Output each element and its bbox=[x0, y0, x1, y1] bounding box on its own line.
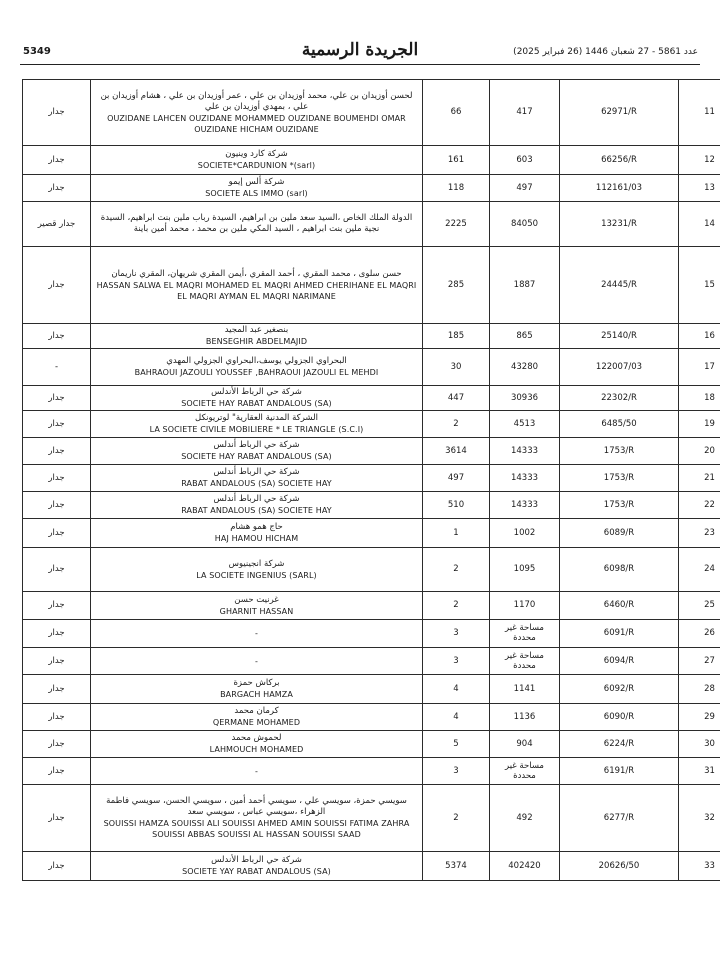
owner-name-latin: SOCIETE ALS IMMO (sarl) bbox=[205, 189, 308, 198]
title-reference-cell: 62971/R bbox=[560, 80, 679, 146]
table-row bbox=[23, 349, 720, 386]
owner-name-arabic: شركة حي الرباط الأندلس bbox=[211, 387, 302, 397]
owner-name-latin: GHARNIT HASSAN bbox=[219, 606, 294, 616]
row-number-cell: 30 bbox=[679, 731, 720, 758]
observation-cell: جدار bbox=[23, 465, 91, 492]
table-row bbox=[23, 247, 720, 324]
parcel-value: 865 bbox=[516, 330, 533, 341]
issue-info: عدد 5861 - 27 شعبان 1446 (26 فبراير 2025) bbox=[513, 47, 698, 57]
parcel-cell bbox=[490, 465, 560, 492]
owner-name-arabic: سويسي حمزة، سويسي علي ، سويسي أحمد أمين ، سويسي الحسن، سويسي فاطمة الزهراء ،سويسي عباس ، سويسي سعد bbox=[106, 796, 407, 817]
parcel-cell bbox=[490, 324, 560, 349]
title-reference-cell: 1753/R bbox=[560, 465, 679, 492]
row-number-cell: 19 bbox=[679, 411, 720, 438]
owner-name-latin: BAHRAOUI JAZOULI YOUSSEF ,BAHRAOUI JAZOULI EL MEHDI bbox=[134, 368, 379, 377]
parcel-value: 1136 bbox=[513, 711, 536, 722]
area-cell: 5374 bbox=[423, 852, 490, 881]
row-number-cell: 12 bbox=[679, 146, 720, 175]
parcel-cell bbox=[490, 438, 560, 465]
row-number-cell: 26 bbox=[679, 620, 720, 648]
table-row bbox=[23, 731, 720, 758]
row-number-cell: 32 bbox=[679, 785, 720, 852]
row-number-cell: 29 bbox=[679, 704, 720, 731]
owner-cell bbox=[91, 758, 423, 785]
row-number-cell: 16 bbox=[679, 324, 720, 349]
parcel-cell bbox=[490, 386, 560, 411]
header-divider bbox=[20, 64, 700, 65]
owner-name-arabic: حسن سلوى ، محمد المقري ، أحمد المقري ،أيمن المقري شريهان، المقري ناريمان bbox=[111, 268, 402, 279]
owner-name-arabic: الشركة المدنية العقارية" لوتريونكل bbox=[195, 413, 318, 423]
owner-name-arabic: شركة حي الرباط أندلس bbox=[213, 467, 300, 477]
title-reference-cell: 6089/R bbox=[560, 519, 679, 548]
observation-cell: جدار bbox=[23, 411, 91, 438]
observation-cell: - bbox=[23, 349, 91, 386]
observation-cell: جدار bbox=[23, 492, 91, 519]
parcel-cell bbox=[490, 592, 560, 620]
owner-name-arabic: شركة حي الرباط أندلس bbox=[213, 494, 300, 504]
observation-cell: جدار bbox=[23, 785, 91, 852]
row-number-cell: 31 bbox=[679, 758, 720, 785]
parcel-value: 1002 bbox=[513, 527, 536, 538]
area-cell: 3 bbox=[423, 758, 490, 785]
area-cell: 185 bbox=[423, 324, 490, 349]
parcel-value: مساحة غير محددة bbox=[505, 760, 544, 781]
area-cell: 2 bbox=[423, 785, 490, 852]
owner-name-arabic: شركة كارد وينيون bbox=[225, 149, 288, 159]
owner-name-arabic: الدولة الملك الخاص ،السيد سعد ملين بن ابراهيم، السيدة رباب ملين بنت ابراهيم، السيدة نجية ملين بنت ابراهيم ، السيد المكي ملين بن محمد ، محمد أمين باينة bbox=[100, 213, 413, 234]
page-header bbox=[0, 40, 720, 70]
owner-name-arabic: بركاش حمزة bbox=[233, 678, 280, 688]
owner-cell bbox=[91, 247, 423, 324]
owner-name-latin: QERMANE MOHAMED bbox=[212, 718, 301, 727]
title-reference-cell: 20626/50 bbox=[560, 852, 679, 881]
owner-cell bbox=[91, 411, 423, 438]
owner-cell bbox=[91, 324, 423, 349]
owner-name-arabic: شركة ألس إيمو bbox=[228, 177, 285, 187]
area-cell: 2 bbox=[423, 548, 490, 592]
owner-name-latin: RABAT ANDALOUS (SA) SOCIETE HAY bbox=[181, 506, 332, 515]
row-number-cell: 23 bbox=[679, 519, 720, 548]
parcel-cell bbox=[490, 758, 560, 785]
table-row bbox=[23, 519, 720, 548]
row-number-cell: 25 bbox=[679, 592, 720, 620]
area-cell: 4 bbox=[423, 675, 490, 704]
area-cell: 1 bbox=[423, 519, 490, 548]
parcel-value: مساحة غير محددة bbox=[505, 623, 544, 643]
parcel-value: 1170 bbox=[513, 600, 536, 610]
owner-name-arabic: البحراوي الجزولي يوسف،البحراوي الجزولي المهدي bbox=[166, 356, 347, 366]
parcel-value: 84050 bbox=[510, 218, 539, 229]
parcel-value: 30936 bbox=[510, 392, 539, 403]
row-number-cell: 24 bbox=[679, 548, 720, 592]
parcel-value: 1095 bbox=[513, 564, 536, 574]
title-reference-cell: 112161/03 bbox=[560, 175, 679, 202]
parcel-value: 417 bbox=[516, 107, 533, 117]
title-reference-cell: 6485/50 bbox=[560, 411, 679, 438]
owner-name-arabic: شركة حي الرباط الأندلس bbox=[211, 855, 302, 865]
area-cell: 66 bbox=[423, 80, 490, 146]
owner-name-latin: HAJ HAMOU HICHAM bbox=[214, 534, 299, 543]
area-cell: 2 bbox=[423, 592, 490, 620]
observation-cell: جدار bbox=[23, 247, 91, 324]
owner-cell bbox=[91, 548, 423, 592]
row-number-cell: 11 bbox=[679, 80, 720, 146]
table-row bbox=[23, 324, 720, 349]
parcel-cell bbox=[490, 648, 560, 675]
row-number-cell: 13 bbox=[679, 175, 720, 202]
observation-cell: جدار bbox=[23, 758, 91, 785]
owner-cell bbox=[91, 438, 423, 465]
parcel-value: 904 bbox=[516, 738, 533, 749]
owner-name-arabic: حاج همو هشام bbox=[230, 522, 283, 532]
owner-cell bbox=[91, 492, 423, 519]
title-reference-cell: 1753/R bbox=[560, 492, 679, 519]
observation-cell: جدار bbox=[23, 80, 91, 146]
owner-cell bbox=[91, 592, 423, 620]
observation-cell: جدار bbox=[23, 704, 91, 731]
journal-title: الجريدة الرسمية bbox=[301, 40, 419, 60]
owner-name-arabic: لحسن أوزيدان بن علي، محمد أوزيدان بن علي ، عمر أوزيدان بن علي ، هشام أوزيدان بن علي ، بمهدي أوزيدان بن علي bbox=[100, 90, 413, 112]
parcel-cell bbox=[490, 519, 560, 548]
owner-cell bbox=[91, 731, 423, 758]
row-number-cell: 22 bbox=[679, 492, 720, 519]
observation-cell: جدار bbox=[23, 386, 91, 411]
owner-name-arabic: لحموش محمد bbox=[231, 733, 282, 743]
owner-cell bbox=[91, 675, 423, 704]
row-number-cell: 14 bbox=[679, 202, 720, 247]
title-reference-cell: 25140/R bbox=[560, 324, 679, 349]
owner-name-arabic: شركة حي الرباط أندلس bbox=[213, 440, 300, 450]
parcel-value: 14333 bbox=[510, 499, 539, 510]
area-cell: 118 bbox=[423, 175, 490, 202]
row-number-cell: 18 bbox=[679, 386, 720, 411]
title-reference-cell: 1753/R bbox=[560, 438, 679, 465]
owner-cell bbox=[91, 386, 423, 411]
parcel-cell bbox=[490, 704, 560, 731]
row-number-cell: 33 bbox=[679, 852, 720, 881]
observation-cell: جدار bbox=[23, 175, 91, 202]
area-cell: 2 bbox=[423, 411, 490, 438]
title-reference-cell: 6092/R bbox=[560, 675, 679, 704]
area-cell: 2225 bbox=[423, 202, 490, 247]
owner-name-arabic: غرنيت حسن bbox=[234, 594, 279, 605]
parcel-value: 492 bbox=[516, 812, 533, 823]
parcel-cell bbox=[490, 852, 560, 881]
owner-cell bbox=[91, 80, 423, 146]
area-cell: 5 bbox=[423, 731, 490, 758]
area-cell: 447 bbox=[423, 386, 490, 411]
table-row bbox=[23, 592, 720, 620]
observation-cell: جدار bbox=[23, 852, 91, 881]
owner-name-latin: BENSEGHIR ABDELMAJID bbox=[205, 337, 308, 346]
owner-cell bbox=[91, 146, 423, 175]
parcel-value: مساحة غير محددة bbox=[505, 650, 544, 671]
parcel-cell bbox=[490, 675, 560, 704]
table-row bbox=[23, 758, 720, 785]
parcel-value: 14333 bbox=[510, 472, 539, 483]
parcel-cell bbox=[490, 349, 560, 386]
parcel-cell bbox=[490, 548, 560, 592]
owner-name-latin: HASSAN SALWA EL MAQRI MOHAMED EL MAQRI AHMED CHERIHANE EL MAQRI EL MAQRI AYMAN EL MAQRI NARIMANE bbox=[96, 280, 417, 301]
owner-cell bbox=[91, 465, 423, 492]
parcel-cell bbox=[490, 411, 560, 438]
registry-body bbox=[23, 80, 720, 881]
table-row bbox=[23, 175, 720, 202]
parcel-value: 402420 bbox=[508, 860, 541, 871]
table-row bbox=[23, 386, 720, 411]
area-cell: 161 bbox=[423, 146, 490, 175]
title-reference-cell: 13231/R bbox=[560, 202, 679, 247]
owner-name-latin: OUZIDANE LAHCEN OUZIDANE MOHAMMED OUZIDANE BOUMEHDI OMAR OUZIDANE HICHAM OUZIDANE bbox=[107, 113, 406, 134]
owner-name-arabic: كرمان محمد bbox=[234, 706, 279, 716]
owner-name-latin: SOCIETE HAY RABAT ANDALOUS (SA) bbox=[181, 399, 332, 408]
parcel-value: 497 bbox=[516, 182, 533, 193]
table-row bbox=[23, 548, 720, 592]
table-row bbox=[23, 620, 720, 648]
owner-cell bbox=[91, 175, 423, 202]
table-row bbox=[23, 492, 720, 519]
owner-name-latin: SOUISSI HAMZA SOUISSI ALI SOUISSI AHMED AMIN SOUISSI FATIMA ZAHRA SOUISSI ABBAS SOUISSI AL HASSAN SOUISSI SAAD bbox=[103, 819, 410, 839]
owner-name-latin: LA SOCIETE CIVILE MOBILIERE * LE TRIANGLE (S.C.I) bbox=[149, 425, 364, 434]
parcel-value: 4513 bbox=[513, 418, 536, 429]
title-reference-cell: 6224/R bbox=[560, 731, 679, 758]
row-number-cell: 15 bbox=[679, 247, 720, 324]
title-reference-cell: 6277/R bbox=[560, 785, 679, 852]
parcel-cell bbox=[490, 247, 560, 324]
owner-name-latin: SOCIETE YAY RABAT ANDALOUS (SA) bbox=[182, 867, 331, 876]
title-reference-cell: 6098/R bbox=[560, 548, 679, 592]
owner-cell bbox=[91, 349, 423, 386]
parcel-cell bbox=[490, 785, 560, 852]
observation-cell: جدار bbox=[23, 731, 91, 758]
owner-cell bbox=[91, 648, 423, 675]
owner-name-arabic: بنصغير عبد المجيد bbox=[224, 325, 289, 335]
parcel-cell bbox=[490, 731, 560, 758]
table-row bbox=[23, 465, 720, 492]
owner-cell bbox=[91, 202, 423, 247]
row-number-cell: 28 bbox=[679, 675, 720, 704]
parcel-value: 1141 bbox=[513, 683, 536, 694]
title-reference-cell: 6460/R bbox=[560, 592, 679, 620]
table-row bbox=[23, 704, 720, 731]
observation-cell: جدار bbox=[23, 675, 91, 704]
owner-cell bbox=[91, 704, 423, 731]
area-cell: 285 bbox=[423, 247, 490, 324]
table-row bbox=[23, 675, 720, 704]
row-number-cell: 17 bbox=[679, 349, 720, 386]
table-row bbox=[23, 852, 720, 881]
title-reference-cell: 6091/R bbox=[560, 620, 679, 648]
owner-name-latin: RABAT ANDALOUS (SA) SOCIETE HAY bbox=[181, 479, 332, 488]
title-reference-cell: 6090/R bbox=[560, 704, 679, 731]
parcel-cell bbox=[490, 492, 560, 519]
owner-name-latin: SOCIETE*CARDUNION *(sarl) bbox=[197, 161, 316, 170]
owner-cell bbox=[91, 620, 423, 648]
parcel-value: 14333 bbox=[510, 445, 539, 456]
parcel-cell bbox=[490, 146, 560, 175]
parcel-cell bbox=[490, 175, 560, 202]
parcel-value: 603 bbox=[516, 154, 533, 165]
observation-cell: جدار bbox=[23, 620, 91, 648]
owner-name-latin: LA SOCIETE INGENIUS (SARL) bbox=[196, 570, 317, 580]
area-cell: 4 bbox=[423, 704, 490, 731]
owner-cell bbox=[91, 852, 423, 881]
title-reference-cell: 24445/R bbox=[560, 247, 679, 324]
parcel-value: 1887 bbox=[513, 279, 536, 290]
title-reference-cell: 122007/03 bbox=[560, 349, 679, 386]
table-row bbox=[23, 80, 720, 146]
row-number-cell: 21 bbox=[679, 465, 720, 492]
area-cell: 3 bbox=[423, 620, 490, 648]
title-reference-cell: 66256/R bbox=[560, 146, 679, 175]
observation-cell: جدار bbox=[23, 592, 91, 620]
area-cell: 30 bbox=[423, 349, 490, 386]
area-cell: 497 bbox=[423, 465, 490, 492]
owner-cell bbox=[91, 785, 423, 852]
parcel-cell bbox=[490, 80, 560, 146]
owner-name-latin: - bbox=[255, 629, 258, 638]
owner-name-latin: - bbox=[255, 766, 258, 776]
title-reference-cell: 6094/R bbox=[560, 648, 679, 675]
table-row bbox=[23, 202, 720, 247]
owner-cell bbox=[91, 519, 423, 548]
area-cell: 3 bbox=[423, 648, 490, 675]
property-registry-table bbox=[22, 79, 720, 881]
owner-name-latin: LAHMOUCH MOHAMED bbox=[209, 745, 304, 754]
table-row bbox=[23, 411, 720, 438]
observation-cell: جدار قصير bbox=[23, 202, 91, 247]
owner-name-latin: BARGACH HAMZA bbox=[220, 690, 293, 699]
table-row bbox=[23, 438, 720, 465]
parcel-cell bbox=[490, 202, 560, 247]
observation-cell: جدار bbox=[23, 648, 91, 675]
observation-cell: جدار bbox=[23, 438, 91, 465]
page-number: 5349 bbox=[23, 46, 51, 57]
parcel-cell bbox=[490, 620, 560, 648]
owner-name-latin: SOCIETE HAY RABAT ANDALOUS (SA) bbox=[181, 452, 332, 461]
title-reference-cell: 6191/R bbox=[560, 758, 679, 785]
row-number-cell: 20 bbox=[679, 438, 720, 465]
owner-name-arabic: شركة انجينيوس bbox=[228, 558, 285, 569]
table-row bbox=[23, 648, 720, 675]
row-number-cell: 27 bbox=[679, 648, 720, 675]
parcel-value: 43280 bbox=[510, 361, 539, 372]
table-row bbox=[23, 785, 720, 852]
owner-name-latin: - bbox=[255, 656, 258, 666]
observation-cell: جدار bbox=[23, 146, 91, 175]
observation-cell: جدار bbox=[23, 519, 91, 548]
observation-cell: جدار bbox=[23, 548, 91, 592]
area-cell: 3614 bbox=[423, 438, 490, 465]
title-reference-cell: 22302/R bbox=[560, 386, 679, 411]
table-row bbox=[23, 146, 720, 175]
area-cell: 510 bbox=[423, 492, 490, 519]
observation-cell: جدار bbox=[23, 324, 91, 349]
